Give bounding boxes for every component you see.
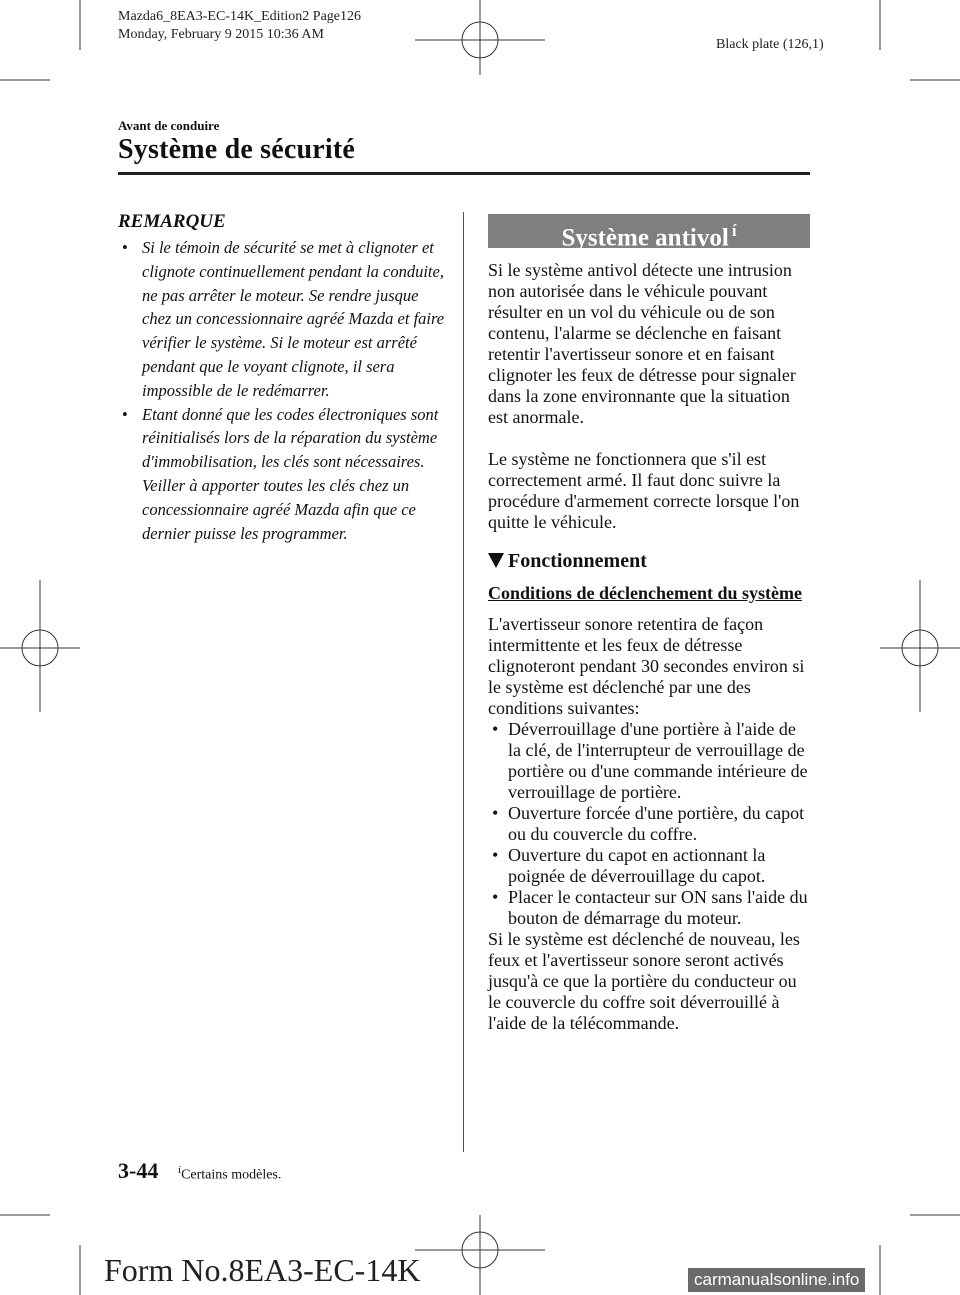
page-title: Système de sécurité	[118, 134, 356, 165]
star-icon: í	[731, 221, 737, 240]
conditions-list	[488, 719, 810, 929]
print-metadata	[118, 8, 361, 44]
remarque-heading: REMARQUE	[118, 211, 226, 232]
intro-paragraph: Si le système antivol détecte une intrusion non autorisée dans le véhicule pouvant résulter en un vol du véhicule ou de son contenu, l'alarme se déclenche en faisant retentir l'avertisseur sonore et en faisant clignoter les feux de détresse pour signaler dans la zone environnante que la situation est anormale.	[488, 260, 796, 427]
page-number: 3-44	[118, 1158, 159, 1183]
form-number: Form No.8EA3-EC-14K	[104, 1252, 421, 1288]
note-list	[118, 236, 450, 545]
watermark: carmanualsonline.info	[688, 1268, 865, 1292]
list-item: • Ouverture du capot en actionnant la poignée de déverrouillage du capot.	[492, 845, 766, 886]
bullet-icon: •	[492, 719, 499, 739]
right-column	[488, 214, 810, 1034]
list-item: • Si le témoin de sécurité se met à clignoter et clignote continuellement pendant la conduite, ne pas arrêter le moteur. Se rendre jusque chez un concessionnaire agréé Mazda et faire vérifier le système. Si le moteur est arrêté pendant que le voyant clignote, il sera impossible de le redémarrer.	[122, 238, 445, 400]
section-band	[488, 214, 810, 252]
plate-label: Black plate (126,1)	[716, 37, 824, 52]
arming-paragraph: Le système ne fonctionnera que s'il est correctement armé. Il faut donc suivre la procédure d'armement correcte lorsque l'on quitte le véhicule.	[488, 449, 800, 532]
footnote: $^í$Certains modèles.	[178, 1164, 282, 1183]
bullet-icon: •	[122, 404, 128, 424]
band-title: Système antivol	[561, 224, 729, 252]
retrigger-paragraph: Si le système est déclenché de nouveau, les feux et l'avertisseur sonore seront activés jusqu'à ce que la portière du conducteur ou le couvercle du coffre soit déverrouillé à l'aide de la télécommande.	[488, 929, 800, 1033]
file-line: Mazda6_8EA3-EC-14K_Edition2 Page126	[118, 9, 362, 24]
conditions-heading: Conditions de déclenchement du système	[488, 583, 802, 603]
bullet-icon: •	[492, 845, 499, 865]
list-item: • Ouverture forcée d'une portière, du capot ou du couvercle du coffre.	[492, 803, 805, 844]
left-column	[118, 210, 450, 545]
chapter-label: Avant de conduire	[118, 118, 220, 133]
date-line: Monday, February 9 2015 10:36 AM	[118, 27, 324, 42]
star-icon: í	[178, 1164, 182, 1176]
list-item: • Placer le contacteur sur ON sans l'aide du bouton de démarrage du moteur.	[492, 887, 808, 928]
title-rule	[118, 172, 810, 175]
list-item: • Etant donné que les codes électroniques sont réinitialisés lors de la réparation du système d'immobilisation, les clés sont nécessaires. Veiller à apporter toutes les clés chez un concessionnaire agréé Mazda afin que ce dernier puisse les programmer.	[122, 404, 439, 543]
triangle-down-icon	[488, 553, 504, 568]
conditions-paragraph: L'avertisseur sonore retentira de façon intermittente et les feux de détresse clignoteront pendant 30 secondes environ si le système est déclenché par une des conditions suivantes:	[488, 614, 805, 718]
bullet-icon: •	[122, 238, 128, 257]
bullet-icon: •	[492, 887, 499, 907]
column-divider	[463, 212, 464, 1152]
list-item: • Déverrouillage d'une portière à l'aide de la clé, de l'interrupteur de verrouillage de portière ou d'une commande intérieure de verrouillage de portière.	[492, 719, 808, 802]
subsection-heading: Fonctionnement	[488, 549, 810, 573]
bullet-icon: •	[492, 803, 499, 823]
